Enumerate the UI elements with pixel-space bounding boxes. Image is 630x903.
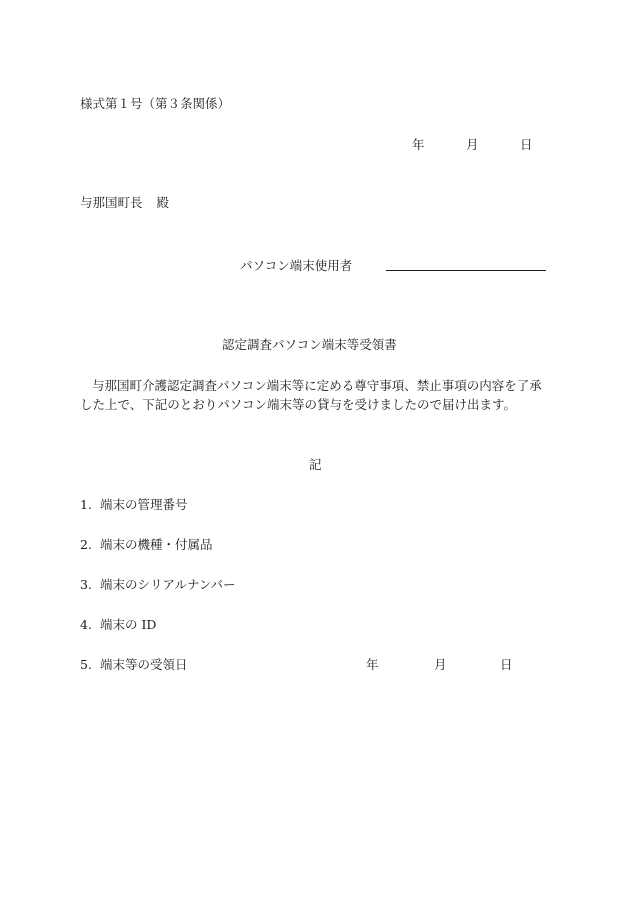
item-number: 3. — [80, 577, 92, 592]
body-text: 与那国町介護認定調査パソコン端末等に定める尊守事項、禁止事項の内容を了承した上で、下記のとおりパソコン端末等の貸与を受けましたので届け出ます。 — [80, 378, 542, 412]
item-label: 端末の機種・付属品 — [100, 537, 213, 552]
item-label: 端末のシリアルナンバー — [100, 577, 236, 592]
addressee — [80, 195, 169, 211]
item-label: 端末等の受領日 — [100, 657, 188, 672]
item-label: 端末の ID — [100, 617, 157, 632]
ki-heading: 記 — [309, 457, 322, 472]
receipt-month-label: 月 — [434, 657, 447, 672]
form-number: 様式第１号（第３条関係） — [80, 96, 231, 111]
item-label: 端末の管理番号 — [100, 497, 188, 512]
addressee-title: 殿 — [156, 195, 170, 210]
list-item — [80, 537, 213, 553]
item-number: 1. — [80, 497, 92, 512]
list-item — [80, 657, 188, 673]
list-item — [80, 497, 188, 513]
date-year-label: 年 — [412, 137, 425, 152]
item-number: 4. — [80, 617, 92, 632]
user-signature-line — [386, 270, 546, 271]
item-number: 5. — [80, 657, 92, 672]
list-item — [80, 577, 236, 593]
list-item — [80, 617, 156, 633]
item-number: 2. — [80, 537, 92, 552]
date-day-label: 日 — [520, 137, 533, 152]
user-label: パソコン端末使用者 — [240, 258, 353, 273]
date-month-label: 月 — [466, 137, 479, 152]
document-title: 認定調査パソコン端末等受領書 — [222, 337, 397, 352]
receipt-year-label: 年 — [366, 657, 379, 672]
addressee-name: 与那国町長 — [80, 195, 143, 210]
receipt-day-label: 日 — [500, 657, 513, 672]
